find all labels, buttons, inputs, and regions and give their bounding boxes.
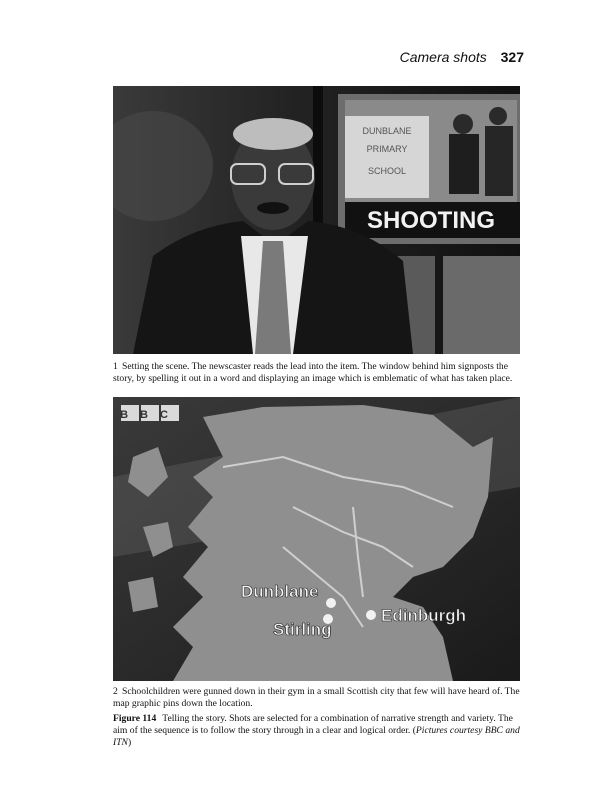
map-label-dunblane: Dunblane bbox=[241, 582, 319, 601]
sign-line: PRIMARY bbox=[366, 144, 408, 154]
caption-1 bbox=[113, 361, 523, 384]
caption-number: 1 bbox=[113, 361, 118, 372]
map-label-edinburgh: Edinburgh bbox=[381, 606, 466, 625]
page-number: 327 bbox=[500, 49, 524, 65]
newsreader-photo bbox=[113, 86, 520, 354]
caption-2 bbox=[113, 686, 523, 709]
section-title: Camera shots bbox=[399, 49, 487, 65]
figure-label: Figure 114 bbox=[113, 713, 157, 724]
bbc-logo-icon: BBC bbox=[120, 409, 180, 421]
shooting-banner: SHOOTING bbox=[366, 207, 496, 234]
dunblane-marker-icon bbox=[326, 598, 336, 608]
sign-line: SCHOOL bbox=[367, 166, 407, 176]
map-photo bbox=[113, 397, 520, 681]
newsreader-image bbox=[113, 86, 520, 354]
figure-credit: Pictures courtesy BBC and ITN bbox=[113, 724, 520, 748]
caption-text: Schoolchildren were gunned down in their gym in a small Scottish city that few will have heard of. The map graphic pins down the location. bbox=[113, 686, 520, 709]
running-head bbox=[400, 49, 524, 65]
scotland-map-image bbox=[113, 397, 520, 681]
map-label-stirling: Stirling bbox=[273, 620, 332, 639]
sign-line: DUNBLANE bbox=[362, 126, 412, 136]
figure-caption bbox=[113, 713, 523, 748]
edinburgh-marker-icon bbox=[366, 610, 376, 620]
caption-text: Setting the scene. The newscaster reads the lead into the item. The window behind him signposts the story, by spelling it out in a word and displaying an image which is emblematic of what has taken place. bbox=[113, 361, 513, 384]
figure-close: ) bbox=[127, 736, 132, 748]
figure-text: Telling the story. Shots are selected for a combination of narrative strength and variety. The aim of the sequence is to follow the story through in a clear and logical order. ( bbox=[113, 713, 513, 736]
caption-number: 2 bbox=[113, 686, 118, 697]
